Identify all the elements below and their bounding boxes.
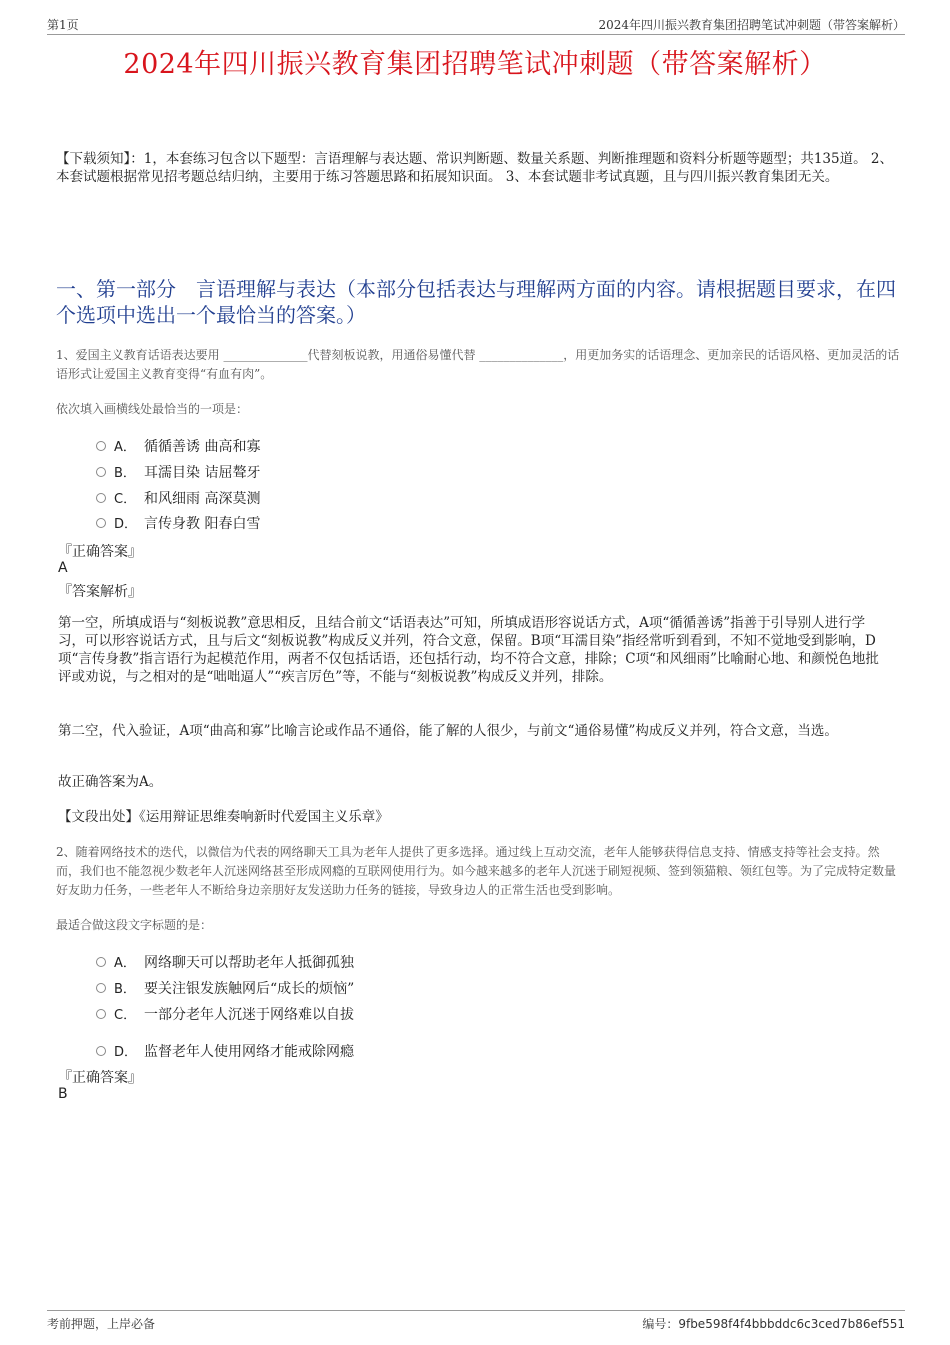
option-letter: A． — [114, 956, 136, 971]
option-a[interactable] — [96, 436, 260, 456]
analysis-conclusion: 故正确答案为A。 — [58, 774, 163, 790]
option-c[interactable] — [96, 1004, 354, 1024]
page-number: 第1页 — [47, 18, 79, 32]
radio-icon[interactable] — [96, 957, 106, 967]
footer-slogan: 考前押题，上岸必备 — [47, 1317, 156, 1331]
option-letter: C． — [114, 492, 137, 507]
option-letter: B． — [114, 982, 136, 997]
radio-icon[interactable] — [96, 1046, 106, 1056]
option-text: 一部分老年人沉迷于网络难以自拔 — [144, 1007, 354, 1023]
answer-label: 『正确答案』 — [58, 544, 142, 560]
page-footer — [47, 1310, 905, 1333]
option-letter: D． — [114, 1045, 138, 1060]
radio-icon[interactable] — [96, 467, 106, 477]
option-d[interactable] — [96, 1041, 354, 1061]
document-title: 2024年四川振兴教育集团招聘笔试冲刺题（带答案解析） — [123, 49, 827, 80]
page-header — [47, 14, 905, 35]
question-2-stem: 2、随着网络技术的迭代，以微信为代表的网络聊天工具为老年人提供了更多选择。通过线上互动交流，老年人能够获得信息支持、情感支持等社会支持。然而，我们也不能忽视少数老年人沉迷网络甚至形成网瘾的互联网使用行为。如今越来越多的老年人沉迷于刷短视频、签到领猫粮、领红包等。为了完成特定数量好友助力任务，一些老年人不断给身边亲朋好友发送助力任务的链接，导致身边人的正常生活也受到影响。 — [56, 845, 897, 897]
radio-icon[interactable] — [96, 441, 106, 451]
option-text: 言传身教 阳春白雪 — [144, 516, 261, 532]
question-2-prompt: 最适合做这段文字标题的是： — [56, 918, 213, 932]
section-heading: 一、第一部分 言语理解与表达（本部分包括表达与理解两方面的内容。请根据题目要求，在四个选项中选出一个最恰当的答案。） — [56, 277, 896, 327]
option-text: 要关注银发族触网后“成长的烦恼” — [144, 981, 355, 997]
question-1-stem: 1、爱国主义教育话语表达要用 ______________代替刻板说教，用通俗易懂代替 ______________，用更加务实的话语理念、更加亲民的话语风格、更加灵活的话语形式让爱国主义教育变得“有血有肉”。 — [56, 348, 900, 381]
radio-icon[interactable] — [96, 983, 106, 993]
option-text: 循循善诱 曲高和寡 — [144, 439, 261, 455]
option-letter: A． — [114, 440, 136, 455]
analysis-paragraph: 第二空，代入验证，A项“曲高和寡”比喻言论或作品不通俗，能了解的人很少，与前文“通俗易懂”构成反义并列，符合文意，当选。 — [58, 723, 838, 739]
option-letter: D． — [114, 517, 138, 532]
option-text: 耳濡目染 诘屈聱牙 — [144, 465, 261, 481]
header-doc-title: 2024年四川振兴教育集团招聘笔试冲刺题（带答案解析） — [598, 18, 905, 32]
answer-label: 『正确答案』 — [58, 1070, 142, 1086]
radio-icon[interactable] — [96, 493, 106, 503]
option-letter: C． — [114, 1008, 137, 1023]
source-citation: 【文段出处】《运用辩证思维奏响新时代爱国主义乐章》 — [58, 809, 389, 825]
option-b[interactable] — [96, 978, 354, 998]
answer-value: A — [58, 560, 68, 576]
analysis-paragraph: 第一空，所填成语与“刻板说教”意思相反，且结合前文“话语表达”可知，所填成语形容说话方式，A项“循循善诱”指善于引导别人进行学习，可以形容说话方式，且与后文“刻板说教”构成反义并列，符合文意，保留。B项“耳濡目染”指经常听到看到，不知不觉地受到影响，D项“言传身教”指言语行为起模范作用，两者不仅包括话语，还包括行动，均不符合文意，排除；C项“和风细雨”比喻耐心地、和颜悦色地批评或劝说，与之相对的是“咄咄逼人”“疾言厉色”等，不能与“刻板说教”构成反义并列，排除。 — [58, 615, 879, 685]
radio-icon[interactable] — [96, 1009, 106, 1019]
question-1-prompt: 依次填入画横线处最恰当的一项是： — [56, 402, 249, 416]
option-text: 监督老年人使用网络才能戒除网瘾 — [144, 1044, 354, 1060]
footer-doc-id: 编号：9fbe598f4f4bbbddc6c3ced7b86ef551 — [642, 1317, 905, 1331]
option-text: 和风细雨 高深莫测 — [144, 491, 261, 507]
answer-value: B — [58, 1086, 68, 1102]
option-letter: B． — [114, 466, 136, 481]
option-d[interactable] — [96, 513, 260, 533]
download-notice: 【下载须知】：1，本套练习包含以下题型：言语理解与表达题、常识判断题、数量关系题、判断推理题和资料分析题等题型；共135道。 2、本套试题根据常见招考题总结归纳，主要用于练习答题思路和拓展知识面。 3、本套试题非考试真题，且与四川振兴教育集团无关。 — [56, 151, 893, 185]
option-b[interactable] — [96, 462, 260, 482]
option-text: 网络聊天可以帮助老年人抵御孤独 — [144, 955, 354, 971]
option-a[interactable] — [96, 952, 354, 972]
analysis-label: 『答案解析』 — [58, 584, 142, 600]
option-c[interactable] — [96, 488, 260, 508]
radio-icon[interactable] — [96, 518, 106, 528]
